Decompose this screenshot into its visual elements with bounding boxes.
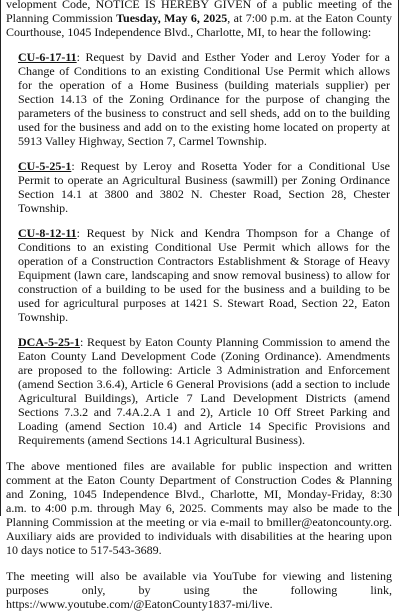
case-item <box>6 159 392 215</box>
case-number: CU-8-12-11 <box>18 226 77 240</box>
case-number: DCA-5-25-1 <box>18 335 80 349</box>
right-border-rule <box>398 0 399 516</box>
case-description: : Request by Eaton County Planning Commission to amend the Eaton County Land Development Code (Zoning Ordinance). Amendments are proposed to the following: Article 3 Administration and Enforcement (amend Section 3.6.4), Article 6 General Provisions (add a section to include Agricultural Buildings), Article 7 Land Development Districts (amend Sections 7.3.2 and 7.4A.2.A 1 and 2), Article 10 Off Street Parking and Loading (amend Section 10.4) and Article 14 Specific Provisions and Requirements (amend Sections 14.1 Agricultural Business). <box>18 335 390 447</box>
intro-paragraph <box>6 0 392 39</box>
case-description: : Request by David and Esther Yoder and Leroy Yoder for a Change of Conditions to an existing Conditional Use Permit which allows for the operation of a Home Business (building materials supplier) per Section 14.13 of the Zoning Ordinance for the purpose of changing the parameters of the business to construct and sell sheds, add on to the building used for the business and add on to the existing home located on property at 5913 Valley Highway, Section 7, Carmel Township. <box>18 50 390 148</box>
case-item <box>6 50 392 148</box>
intro-line-2-post: , at 7:00 p.m. at the Eaton County Courthouse, 1045 Independence Blvd., Charlotte, MI, to hear the following: <box>6 11 392 39</box>
case-number: CU-6-17-11 <box>18 50 77 64</box>
case-item <box>6 335 392 447</box>
case-description: : Request by Nick and Kendra Thompson for a Change of Conditions to an existing Conditional Use Permit which allows for the operation of a Construction Contractors Establishment & Storage of Heavy Equipment (lawn care, landscaping and snow removal business) to allow for construction of a building to be used for the business and a building to be used for agricultural purposes at 1421 S. Stewart Road, Section 22, Eaton Township. <box>18 226 390 324</box>
case-item <box>6 226 392 324</box>
meeting-date: Tuesday, May 6, 2025 <box>116 11 228 25</box>
case-number: CU-5-25-1 <box>18 159 72 173</box>
youtube-paragraph: The meeting will also be available via YouTube for viewing and listening purposes only, by using the following link, https://www.youtube.com/@EatonCounty1837-mi/live. <box>6 569 392 611</box>
left-border-rule <box>0 0 1 516</box>
case-description: : Request by Leroy and Rosetta Yoder for a Conditional Use Permit to operate an Agricultural Business (sawmill) per Zoning Ordinance Section 14.1 at 3800 and 3802 N. Chester Road, Section 28, Chester Township. <box>18 159 390 215</box>
intro-line-2-pre: Commission <box>52 11 117 25</box>
intro-line-1: velopment Code, NOTICE IS HEREBY GIVEN of a public meeting of the Planning <box>6 0 392 25</box>
public-inspection-paragraph: The above mentioned files are available for public inspection and written comment at the Eaton County Department of Construction Codes & Planning and Zoning, 1045 Independence Blvd., Charlotte, MI, Monday-Friday, 8:30 a.m. to 4:00 p.m. through May 6, 2025. Comments may also be made to the Planning Commission at the meeting or via e-mail to bmiller@eatoncounty.org. Auxiliary aids are provided to individuals with disabilities at the hearing upon 10 days notice to 517-543-3689. <box>6 459 392 557</box>
notice-content <box>6 0 392 611</box>
